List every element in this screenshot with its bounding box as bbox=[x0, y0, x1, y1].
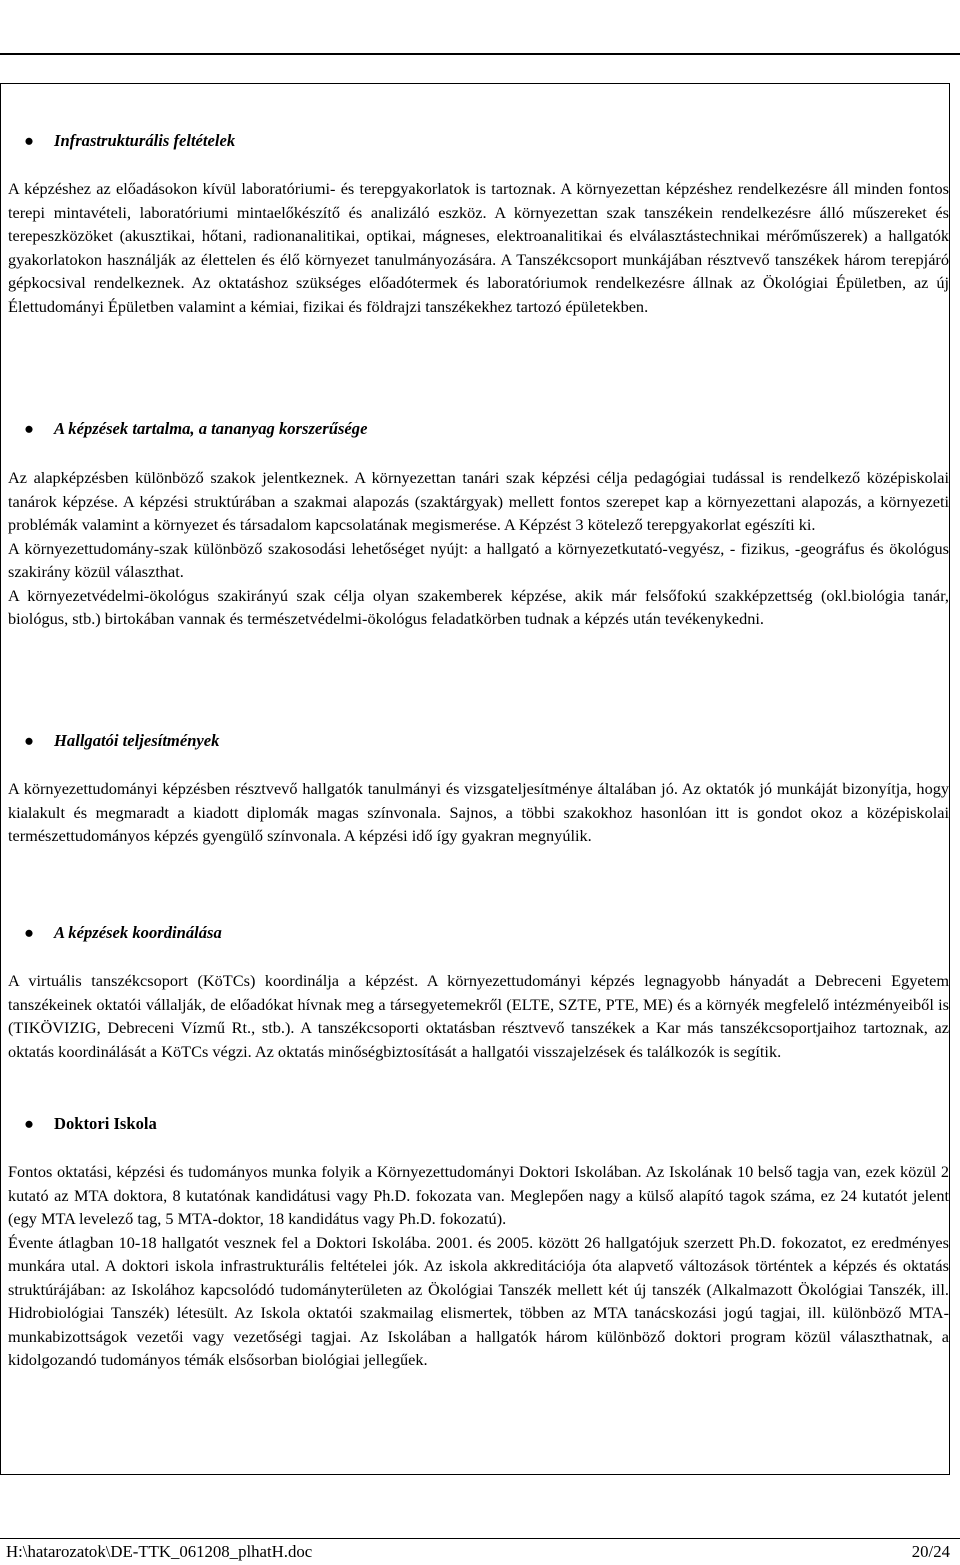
section-heading-doctoral-school bbox=[24, 1114, 157, 1134]
paragraph: A környezetvédelmi-ökológus szakirányú szak célja olyan szakemberek képzése, akik már felsőfokú szakképzettség (okl.biológia tanár, biológus, stb.) birtokában vannak és természetvédelmi-ökológus feladatkörben tudnak a képzés után tevékenykedni. bbox=[8, 585, 949, 628]
section-heading-infrastructure bbox=[24, 131, 236, 151]
paragraph: A környezettudományi képzésben résztvevő hallgatók tanulmányi és vizsgateljesítménye általában jó. Az oktatók jó munkáját bizonyítja, hogy kialakult és megmaradt a kiadott diplomák magas színvonala. Sajnos, a többi szakokhoz hasonlóan itt is gondot okoz a középiskolai természettudományos képzés gyengülő színvonala. A képzési idő így gyakran megnyúlik. bbox=[8, 779, 949, 845]
section-heading-student-performance bbox=[24, 731, 220, 751]
header-rule bbox=[0, 53, 960, 55]
section-body-infrastructure bbox=[8, 177, 949, 318]
section-body-curriculum bbox=[8, 466, 949, 631]
footer-file-path: H:\hatarozatok\DE-TTK_061208_plhatH.doc bbox=[6, 1542, 313, 1561]
bullet-icon: ● bbox=[24, 1114, 35, 1133]
section-body-student-performance bbox=[8, 777, 949, 848]
section-title: Doktori Iskola bbox=[54, 1114, 157, 1133]
bullet-icon: ● bbox=[24, 131, 35, 150]
paragraph: A környezettudomány-szak különböző szakosodási lehetőséget nyújt: a hallgató a környezetkutató-vegyész, - fizikus, -geográfus és ökológus szakirány közül választhat. bbox=[8, 538, 949, 581]
header-title: Intézményi akkreditációs jelentés – 2006/9/XI/1. sz. MAB határozat bbox=[407, 0, 948, 18]
paragraph: Évente átlagban 10-18 hallgatót vesznek fel a Doktori Iskolába. 2001. és 2005. között 26 hallgatójuk szerzett Ph.D. fokozatot, ez eredményes munkára utal. A doktori iskola infrastrukturális feltételei jók. Az iskola akkreditációja óta alapvető változások történtek a képzés és oktatás struktúrájában: az Iskolához kapcsolódó tudományterületen az Ökológiai Tanszék mellett két új tanszék (Alkalmazott Ökológiai Tanszék, ill. Hidrobiológiai Tanszék) létesült. Az Iskola oktatói szakmailag elismertek, többen az MTA tanácskozási jogú tagjai, ill. különböző MTA-munkabizottságok vezetői vagy vezetőségi tagjai. Az Iskolában a hallgatók három különböző doktori program közül választhatnak, a kidolgozandó tudományos témák elsősorban biológiai jellegűek. bbox=[8, 1232, 949, 1369]
paragraph: Fontos oktatási, képzési és tudományos munka folyik a Környezettudományi Doktori Iskolában. Az Iskolának 10 belső tagja van, ezek közül 2 kutató az MTA doktora, 8 kutatónak kandidátusi vagy Ph.D. fokozata van. Meglepően nagy a külső alapító tagok száma, ez 24 kutatót jelent (egy MTA levelező tag, 5 MTA-doktor, 18 kandidátus vagy Ph.D. fokozatú). bbox=[8, 1162, 949, 1228]
paragraph: Az alapképzésben különböző szakok jelentkeznek. A környezettan tanári szak képzési célja pedagógiai tudással is rendelkező középiskolai tanárok képzése. A képzési struktúrában a szakmai alapozás (szaktárgyak) mellett fontos szerepet kap a környezettani alapozás, a környezeti problémák valamint a környezet és társadalom kapcsolatának megismerése. A Képzést 3 kötelező terepgyakorlat egészíti ki. bbox=[8, 468, 949, 534]
footer-page-number: 20/24 bbox=[911, 1542, 950, 1561]
section-body-doctoral-school bbox=[8, 1160, 949, 1372]
section-title: A képzések tartalma, a tananyag korszerűsége bbox=[54, 419, 368, 438]
section-heading-curriculum bbox=[24, 419, 368, 439]
paragraph: A virtuális tanszékcsoport (KöTCs) koordinálja a képzést. A környezettudományi képzés legnagyobb hányadát a Debreceni Egyetem tanszékeinek oktatói vállalják, de előadókat hívnak meg a társegyetemekről (ELTE, SZTE, PTE, ME) és a környék megfelelő intézményeiből is (TIKÖVIZIG, Debreceni Vízmű Rt., stb.). A tanszékcsoporti oktatásban résztvevő tanszékek a Kar más tanszékcsoportjaihoz tartoznak, az oktatás koordinálását a KöTCs végzi. Az oktatás minőségbiztosítását a hallgatói visszajelzések és találkozók is segítik. bbox=[8, 971, 949, 1061]
section-title: A képzések koordinálása bbox=[54, 923, 222, 942]
section-title: Infrastrukturális feltételek bbox=[54, 131, 236, 150]
bullet-icon: ● bbox=[24, 731, 35, 750]
bullet-icon: ● bbox=[24, 923, 35, 942]
section-title: Hallgatói teljesítmények bbox=[54, 731, 220, 750]
section-body-coordination bbox=[8, 969, 949, 1063]
footer-rule bbox=[0, 1538, 960, 1539]
paragraph: A képzéshez az előadásokon kívül laboratóriumi- és terepgyakorlatok is tartoznak. A környezettan képzéshez rendelkezésre áll minden fontos terepi mintavételi, laboratóriumi mintaelőkészítő és analizáló eszköz. A környezettan szak tanszékein rendelkezésre álló műszereket és terepeszközöket (akusztikai, hőtani, radionanalitikai, optikai, mágneses, elektroanalitikai és elválasztástechnikai mérőműszerek) a hallgatók gyakorlatokon használják az élettelen és élő környezet tanulmányozására. A Tanszékcsoport munkájában résztvevő tanszékek három terepjáró gépkocsival rendelkeznek. Az oktatáshoz szükséges előadótermek és laboratóriumok rendelkezésre állnak az Ökológiai Épületben, az új Élettudományi Épületben valamint a kémiai, fizikai és földrajzi tanszékekhez tartozó épületekben. bbox=[8, 179, 949, 316]
section-heading-coordination bbox=[24, 923, 222, 943]
header-subtitle: Debreceni Egyetem Természettudományi Kar bbox=[568, 24, 948, 45]
bullet-icon: ● bbox=[24, 419, 35, 438]
